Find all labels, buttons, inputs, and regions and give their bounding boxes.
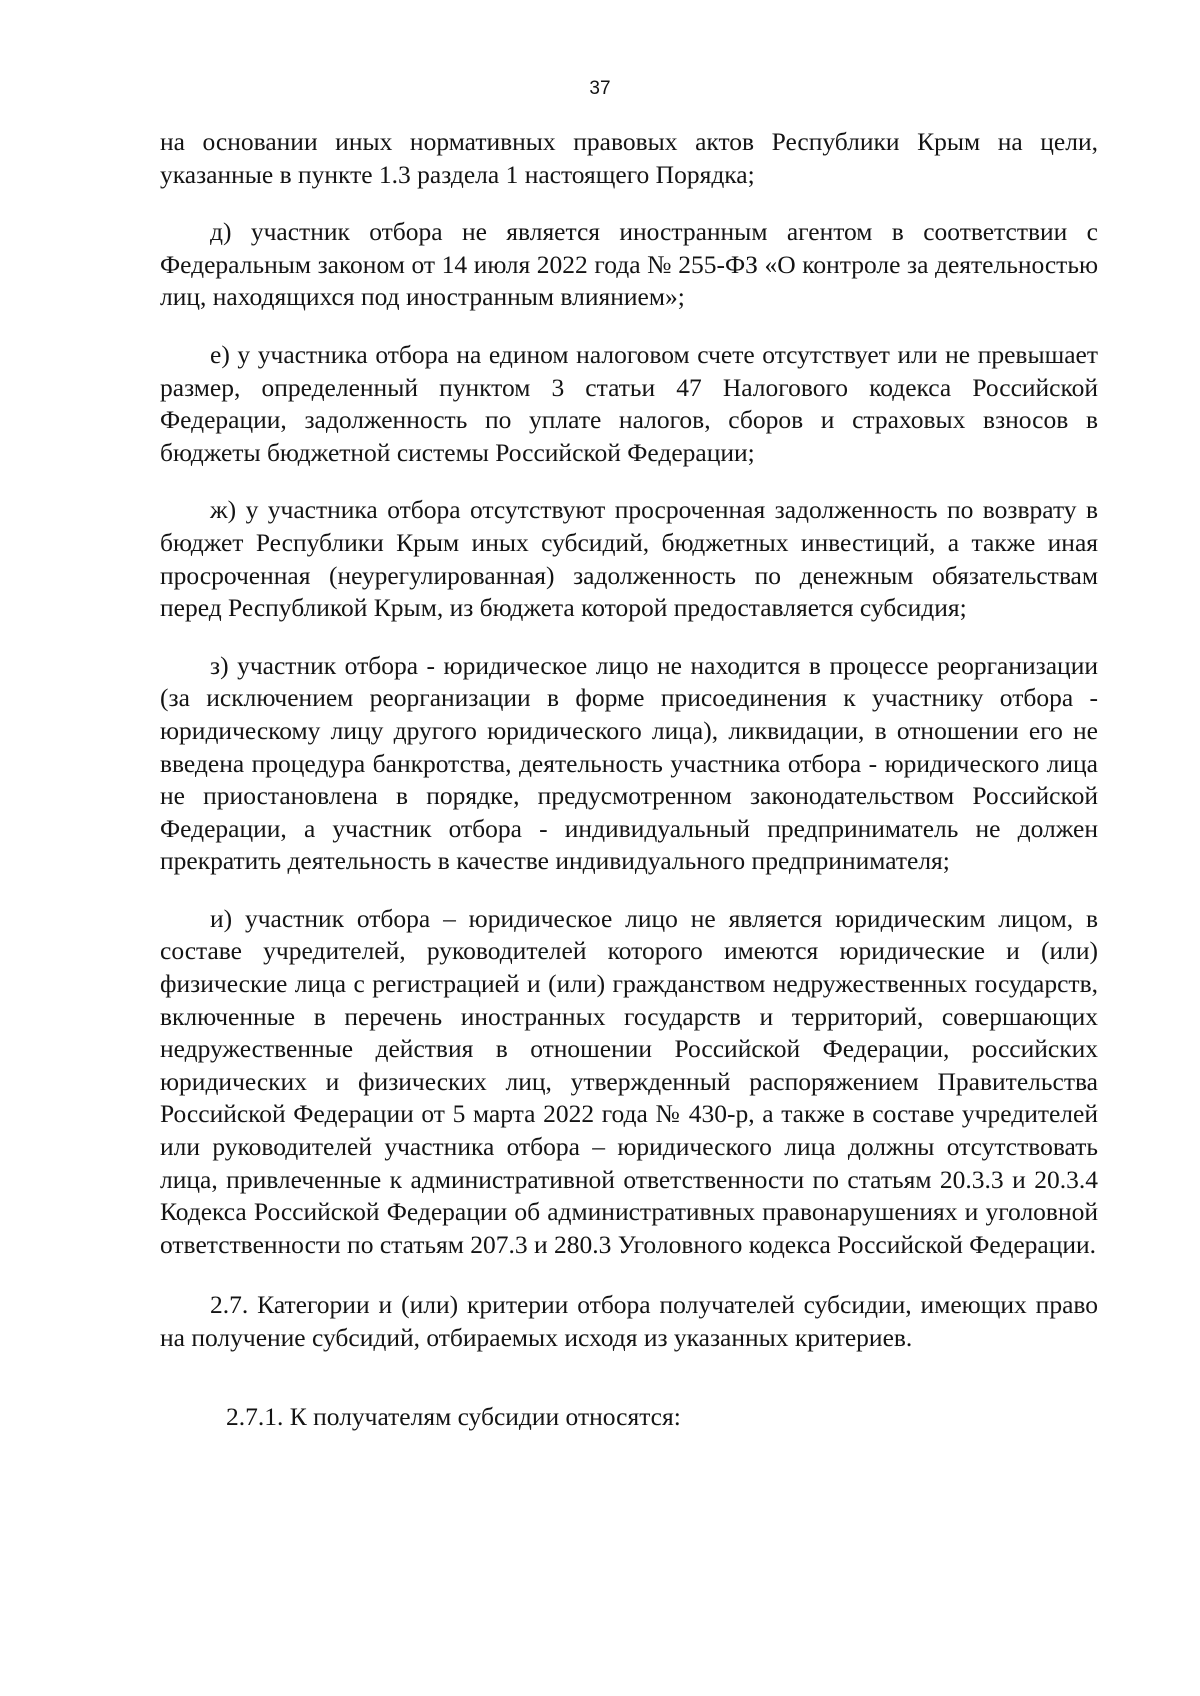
paragraph-section-2-7: 2.7. Категории и (или) критерии отбора получателей субсидии, имеющих право на получение субсидий, отбираемых исходя из указанных критериев. [160,1290,1098,1352]
paragraph-continuation: на основании иных нормативных правовых актов Республики Крым на цели, указанные в пункте 1.3 раздела 1 настоящего Порядка; [160,127,1098,189]
paragraph-item-i: и) участник отбора – юридическое лицо не является юридическим лицом, в составе учредителей, руководителей которого имеются юридические и (или) физические лица с регистрацией и (или) гражданством недружественных государств, включенные в перечень иностранных государств и территорий, совершающих недружественные действия в отношении Российской Федерации, российских юридических и физических лиц, утвержденный распоряжением Правительства Российской Федерации от 5 марта 2022 года № 430-р, а также в составе учредителей или руководителей участника отбора – юридического лица должны отсутствовать лица, привлеченные к административной ответственности по статьям 20.3.3 и 20.3.4 Кодекса Российской Федерации об административных правонарушениях и уголовной ответственности по статьям 207.3 и 280.3 Уголовного кодекса Российской Федерации. [160,903,1098,1259]
paragraph-item-d: д) участник отбора не является иностранным агентом в соответствии с Федеральным законом от 14 июля 2022 года № 255-ФЗ «О контроле за деятельностью лиц, находящихся под иностранным влиянием»; [160,217,1098,312]
page-number: 37 [589,78,611,99]
document-body [160,126,1098,1433]
paragraph-item-zh: ж) у участника отбора отсутствуют просроченная задолженность по возврату в бюджет Республики Крым иных субсидий, бюджетных инвестиций, а также иная просроченная (неурегулированная) задолженность по денежным обязательствам перед Республикой Крым, из бюджета которой предоставляется субсидия; [160,495,1098,623]
paragraph-section-2-7-1: 2.7.1. К получателям субсидии относятся: [226,1401,681,1431]
paragraph-item-e: е) у участника отбора на едином налоговом счете отсутствует или не превышает размер, определенный пунктом 3 статьи 47 Налогового кодекса Российской Федерации, задолженность по уплате налогов, сборов и страховых взносов в бюджеты бюджетной системы Российской Федерации; [160,339,1098,467]
paragraph-item-z: з) участник отбора - юридическое лицо не находится в процессе реорганизации (за исключением реорганизации в форме присоединения к участнику отбора - юридическому лицу другого юридического лица), ликвидации, в отношении его не введена процедура банкротства, деятельность участника отбора - юридического лица не приостановлена в порядке, предусмотренном законодательством Российской Федерации, а участник отбора - индивидуальный предприниматель не должен прекратить деятельность в качестве индивидуального предпринимателя; [160,650,1098,876]
